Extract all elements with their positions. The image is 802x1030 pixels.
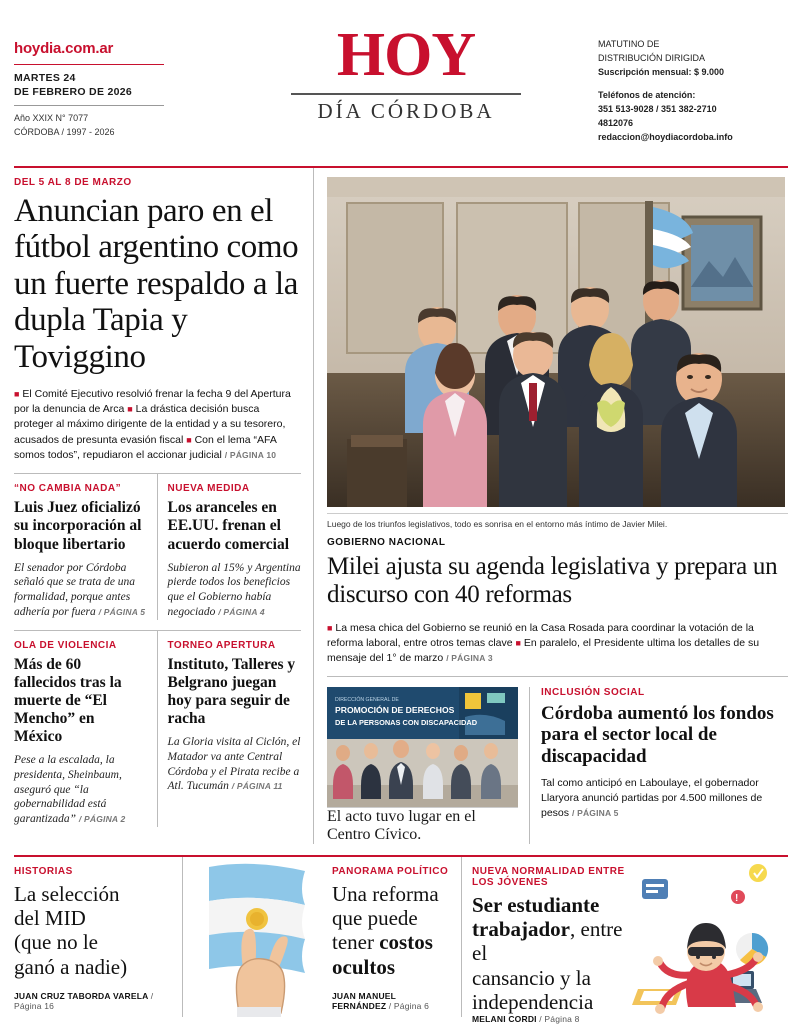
sub-story-apertura — [158, 631, 302, 827]
headline-line-3: tener — [332, 930, 374, 955]
author-page-ref: / Página 8 — [539, 1014, 580, 1025]
sub-story-aranceles — [158, 474, 302, 619]
sub-page-ref: / PÁGINA 11 — [231, 781, 283, 792]
lead-kicker: DEL 5 AL 8 DE MARZO — [14, 176, 132, 188]
svg-text:!: ! — [735, 892, 739, 904]
sub-story-juez — [14, 474, 158, 619]
headline-bold-part: Ser estudiante trabajador — [472, 892, 600, 941]
bullet-marker-icon: ■ — [186, 434, 192, 445]
divider — [14, 105, 164, 106]
sub-dek — [14, 561, 147, 620]
sub-headline[interactable]: Instituto, Talleres y Belgrano juegan hoy para seguir de racha — [167, 655, 296, 727]
author-name: JUAN MANUEL FERNÁNDEZ — [332, 990, 396, 1011]
sub-dek-text: La Gloria visita al Ciclón, el Matador va ante Central Córdoba y el Pirata recibe a Atl. Tucumán — [167, 736, 301, 793]
opinion-headline[interactable] — [332, 882, 451, 979]
opinion-strip — [14, 857, 788, 1025]
headline-line-4: ganó a nadie) — [14, 954, 128, 979]
lead-photo-block — [327, 177, 788, 529]
mid-kicker: GOBIERNO NACIONAL — [327, 536, 446, 548]
mid-story — [327, 537, 788, 667]
sub-headline[interactable]: Los aranceles en EE.UU. frenan el acuerdo comercial — [167, 499, 290, 553]
secondary-photo-caption: El acto tuvo lugar en el Centro Cívico. — [327, 807, 518, 844]
inclusion-headline[interactable]: Córdoba aumentó los fondos para el sector local de discapacidad — [541, 702, 774, 767]
website-url[interactable]: hoydia.com.ar — [14, 40, 114, 57]
divider — [14, 64, 164, 65]
sub-headline[interactable]: Luis Juez oficializó su incorporación al bloque libertario — [14, 499, 142, 553]
lead-bullet-2: La drástica decisión busca proteger al máximo dirigente de la entidad y a su tesorero, acusados de presunta evasión fiscal — [14, 403, 286, 446]
photo-discapacidad-event — [327, 687, 518, 807]
opinion-estudiante-trabajador — [462, 857, 788, 1025]
left-sub-row-1 — [14, 474, 301, 619]
inclusion-kicker: INCLUSIÓN SOCIAL — [541, 686, 645, 698]
subscription-price: Suscripción mensual: $ 9.000 — [598, 66, 725, 77]
distribution-line2: DISTRIBUCIÓN DIRIGIDA — [598, 52, 706, 63]
sub-dek — [14, 753, 147, 827]
sub-story-violencia — [14, 631, 158, 827]
sub-page-ref: / PÁGINA 5 — [98, 606, 146, 617]
main-grid — [14, 168, 788, 844]
phone-numbers: 351 513-9028 / 351 382-2710 — [598, 103, 717, 114]
banner-line-1: DIRECCIÓN GENERAL DE — [335, 696, 399, 703]
masthead-center — [214, 22, 598, 124]
headline-line-rest-2: cansancio y la — [472, 965, 591, 990]
sub-dek — [168, 561, 302, 620]
inclusion-page-ref: / PÁGINA 5 — [571, 807, 619, 818]
opinion-kicker: PANORAMA POLÍTICO — [332, 865, 449, 877]
secondary-photo-block — [327, 687, 529, 844]
phones-label: Teléfonos de atención: — [598, 89, 696, 100]
headline-line-3: (que no le — [14, 930, 98, 955]
headline-line-1: La selección — [14, 881, 120, 906]
opinion-panorama-politico — [322, 857, 462, 1017]
bullet-marker-icon: ■ — [327, 622, 333, 633]
mid-bullet-1: La mesa chica del Gobierno se reunió en la Casa Rosada para coordinar la votación de la reforma laboral, entre otros temas clave — [327, 621, 754, 649]
mid-headline[interactable]: Milei ajusta su agenda legislativa y prepara un discurso con 40 reformas — [327, 552, 778, 609]
banner-line-2: PROMOCIÓN DE DERECHOS — [335, 704, 455, 715]
bottom-right-row — [327, 687, 788, 844]
issue-date-line2: DE FEBRERO DE 2026 — [14, 86, 133, 99]
masthead — [14, 0, 788, 162]
distribution-line1: MATUTINO DE — [598, 39, 660, 49]
lead-bullet-1: El Comité Ejecutivo resolvió frenar la fecha 9 del Apertura por la denuncia de Arca — [14, 387, 291, 416]
sub-dek-text: Pese a la escalada, la presidenta, Sheinbaum, aseguró que “la gobernabilidad está garantizada” — [14, 754, 122, 826]
banner-line-3: DE LA PERSONAS CON DISCAPACIDAD — [335, 717, 478, 727]
opinion-headline[interactable] — [472, 893, 630, 1015]
edition-place: CÓRDOBA / 1997 - 2026 — [14, 126, 115, 137]
newspaper-logo: HOY — [336, 21, 476, 89]
contact-email[interactable]: redaccion@hoydiacordoba.info — [598, 131, 733, 142]
opinion-byline — [14, 991, 172, 1017]
headline-line-2: que puede — [332, 905, 418, 930]
headline-line-3-bold: costos — [379, 930, 433, 955]
headline-line-1: Una reforma — [332, 881, 439, 906]
bullet-marker-icon: ■ — [14, 388, 20, 399]
edition-number: Año XXIX N° 7077 — [14, 113, 89, 124]
masthead-left — [14, 22, 214, 139]
masthead-right — [598, 22, 788, 154]
sub-kicker: TORNEO APERTURA — [167, 639, 276, 651]
headline-line-rest-3: independencia — [472, 989, 594, 1014]
left-column — [14, 168, 314, 844]
sub-dek — [168, 735, 302, 794]
left-sub-row-2 — [14, 631, 301, 827]
author-page-ref: / Página 16 — [14, 990, 154, 1011]
opinion-kicker: HISTORIAS — [14, 865, 73, 877]
sub-page-ref: / PÁGINA 2 — [78, 814, 126, 825]
mid-bullet-2: En paralelo, el Presidente ultima los detalles de su mensaje del 1° de marzo — [327, 636, 760, 665]
inclusion-story — [529, 687, 788, 844]
inclusion-dek — [541, 776, 788, 822]
opinion-kicker: NUEVA NORMALIDAD ENTRE LOS JÓVENES — [472, 865, 625, 888]
author-name: JUAN CRUZ TABORDA VARELA — [14, 990, 149, 1001]
headline-line-4-bold: ocultos — [332, 954, 395, 979]
right-column — [314, 168, 788, 844]
opinion-historias — [14, 857, 182, 1017]
headline-line-rest-1: , entre el — [472, 916, 623, 966]
divider — [291, 93, 521, 95]
bullet-marker-icon: ■ — [127, 404, 133, 415]
sub-kicker: “NO CAMBIA NADA” — [14, 483, 122, 495]
issue-date-line1: MARTES 24 — [14, 72, 76, 84]
illustration-flag-hand — [182, 857, 322, 1017]
sub-kicker: OLA DE VIOLENCIA — [14, 639, 117, 651]
mid-bullets — [327, 621, 788, 667]
author-page-ref: / Página 6 — [388, 1000, 430, 1011]
lead-bullet-3: Con el lema “AFA somos todos”, repudiaron el accionar judicial — [14, 433, 277, 461]
sub-dek-text: El senador por Córdoba señaló que se trata de una formalidad, porque antes adhería por fuera — [14, 561, 136, 618]
lead-photo-caption: Luego de los triunfos legislativos, todo es sonrisa en el entorno más íntimo de Javier Milei. — [327, 513, 788, 529]
opinion-byline — [472, 1014, 630, 1030]
flag-and-hand-illustration — [183, 857, 322, 1017]
illustration-student-worker-wrap — [630, 857, 788, 1017]
student-worker-illustration — [630, 857, 780, 1017]
sub-kicker: NUEVA MEDIDA — [167, 483, 250, 495]
sub-headline[interactable]: Más de 60 fallecidos tras la muerte de “El Mencho” en México — [14, 655, 122, 746]
divider — [327, 676, 788, 677]
lead-page-ref: / PÁGINA 10 — [224, 450, 277, 460]
opinion-headline[interactable] — [14, 882, 172, 979]
opinion-byline — [332, 991, 451, 1017]
lead-headline[interactable]: Anuncian paro en el fútbol argentino como un fuerte respaldo a la dupla Tapia y Toviggino — [14, 192, 299, 376]
author-name: MELANI CORDI — [472, 1014, 537, 1025]
inclusion-dek-text: Tal como anticipó en Laboulaye, el gobernador Llaryora anunció partidas por 4.500 millones de pesos — [541, 776, 763, 819]
headline-line-2: del MID — [14, 905, 86, 930]
sub-dek-text: Subieron al 15% y Argentina pierde todos los beneficios que el Gobierno había negociado — [167, 561, 301, 618]
lead-bullets — [14, 387, 301, 464]
photo-milei-team — [327, 177, 785, 507]
sub-page-ref: / PÁGINA 4 — [218, 606, 265, 617]
bullet-marker-icon: ■ — [515, 637, 521, 648]
phone-extra: 4812076 — [598, 117, 634, 128]
mid-page-ref: / PÁGINA 3 — [446, 653, 493, 664]
newspaper-tagline: DÍA CÓRDOBA — [317, 98, 495, 123]
